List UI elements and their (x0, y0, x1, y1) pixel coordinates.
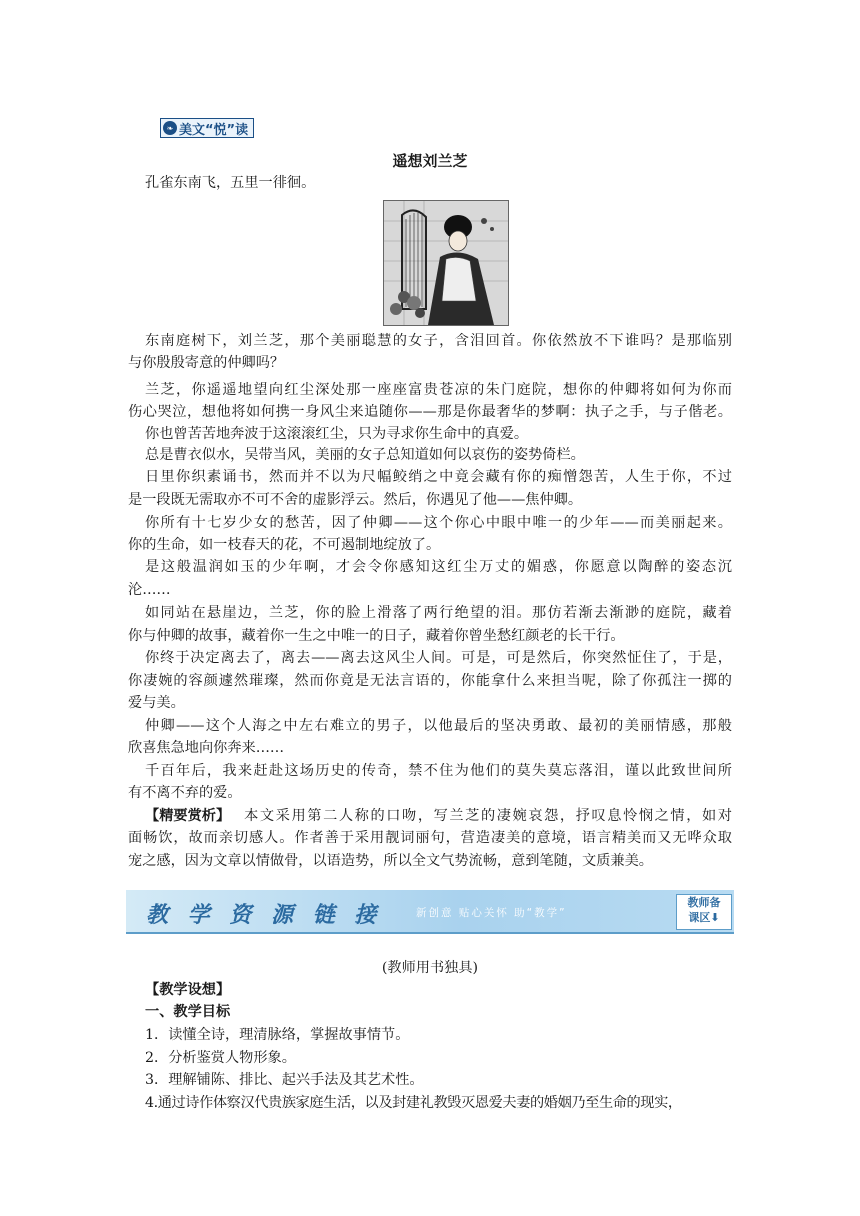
goal-item: 1．读懂全诗，理清脉络，掌握故事情节。 (145, 1027, 410, 1043)
badge-label: 美文“悦”读 (179, 122, 249, 138)
paragraph-line: 你与仲卿的故事，藏着你一生之中唯一的日子，藏着你曾坐愁红颜老的长干行。 (128, 628, 625, 644)
banner-slogan: 新创意 贴心关怀 助“教学” (416, 907, 567, 919)
tab-line-2: 课区⬇ (688, 911, 720, 924)
subsection-heading: 一、教学目标 (145, 1004, 231, 1020)
paragraph-line: 如同站在悬崖边，兰芝，你的脸上滑落了两行绝望的泪。那仿若渐去渐渺的庭院，藏着 (145, 605, 732, 621)
paragraph-line: 总是曹衣似水，吴带当风，美丽的女子总知道如何以哀伤的姿势倚栏。 (145, 447, 585, 463)
analysis-text: 本文采用第二人称的口吻，写兰芝的凄婉哀怨，抒叹息怜悯之情，如对 (244, 808, 732, 824)
paragraph-line: 你终于决定离去了，离去——离去这风尘人间。可是，可是然后，你突然怔住了，于是， (145, 650, 732, 666)
paragraph-line: 与你殷殷寄意的仲卿吗？ (128, 355, 285, 371)
article-title: 遥想刘兰芝 (392, 152, 468, 170)
paragraph-line: 千百年后，我来赶赴这场历史的传奇，禁不住为他们的莫失莫忘落泪，谨以此致世间所 (145, 763, 732, 779)
teacher-note: (教师用书独具) (381, 960, 479, 976)
section-heading: 【教学设想】 (145, 982, 231, 998)
tab-line-1: 教师备 (687, 896, 721, 909)
paragraph-line: 日里你织素诵书，然而并不以为尺幅鲛绡之中竟会藏有你的痴憎怨苦，人生于你，不过 (145, 469, 732, 485)
paragraph-line: 你的生命，如一枝春天的花，不可遏制地绽放了。 (128, 537, 441, 553)
paragraph-line: 仲卿——这个人海之中左右难立的男子，以他最后的坚决勇敢、最初的美丽情感，那般 (145, 718, 732, 734)
goal-item: 4.通过诗作体察汉代贵族家庭生活，以及封建礼教毁灭恩爱夫妻的婚姻乃至生命的现实， (145, 1095, 682, 1111)
illustration-svg (384, 201, 508, 325)
paragraph-line: 欣喜焦急地向你奔来…… (128, 740, 285, 756)
paragraph-line: 是一段既无需取亦不可不舍的虚影浮云。然后，你遇见了他——焦仲卿。 (128, 492, 583, 508)
paragraph-line: 爱与美。 (128, 695, 185, 711)
goal-item: 3．理解铺陈、排比、起兴手法及其艺术性。 (145, 1072, 424, 1088)
paragraph-line: 是这般温润如玉的少年啊，才会令你感知这红尘万丈的媚惑，你愿意以陶醉的姿态沉 (145, 559, 732, 575)
paragraph-line: 你凄婉的容颜遽然璀璨，然而你竟是无法言语的，你能拿什么来担当呢，除了你孤注一掷的 (128, 673, 732, 689)
paragraph-line: 东南庭树下，刘兰芝，那个美丽聪慧的女子，含泪回首。你依然放不下谁吗？是那临别 (145, 333, 732, 349)
book-icon: ❧ (163, 121, 177, 135)
analysis-label: 【精要赏析】 (145, 808, 231, 824)
analysis-line: 面畅饮，故而亲切感人。作者善于采用靓词丽句，营造凄美的意境，语言精美而又无哗众取 (128, 830, 732, 846)
section-badge (160, 118, 254, 138)
banner-title: 教 学 资 源 链 接 (146, 902, 383, 928)
paragraph-line: 兰芝，你遥遥地望向红尘深处那一座座富贵苍凉的朱门庭院，想你的仲卿将如何为你而 (145, 382, 732, 398)
harp-lady-illustration (383, 200, 509, 326)
paragraph-line: 有不离不弃的爱。 (128, 785, 242, 801)
paragraph-line: 你也曾苦苦地奔波于这滚滚红尘，只为寻求你生命中的真爱。 (145, 426, 529, 442)
paragraph-line: 你所有十七岁少女的愁苦，因了仲卿——这个你心中眼中唯一的少年——而美丽起来。 (145, 515, 732, 531)
analysis-line (145, 805, 732, 827)
goal-item: 2．分析鉴赏人物形象。 (145, 1050, 296, 1066)
teacher-prep-tab[interactable] (676, 894, 732, 930)
paragraph-line: 沦…… (128, 582, 171, 598)
paragraph-line: 伤心哭泣，想他将如何携一身风尘来追随你——那是你最奢华的梦啊：执子之手，与子偕老。 (128, 404, 732, 420)
epigraph: 孔雀东南飞，五里一徘徊。 (145, 175, 316, 191)
resource-banner (126, 890, 734, 934)
analysis-line: 宠之感，因为文章以情做骨，以语造势，所以全文气势流畅，意到笔随，文质兼美。 (128, 853, 653, 869)
